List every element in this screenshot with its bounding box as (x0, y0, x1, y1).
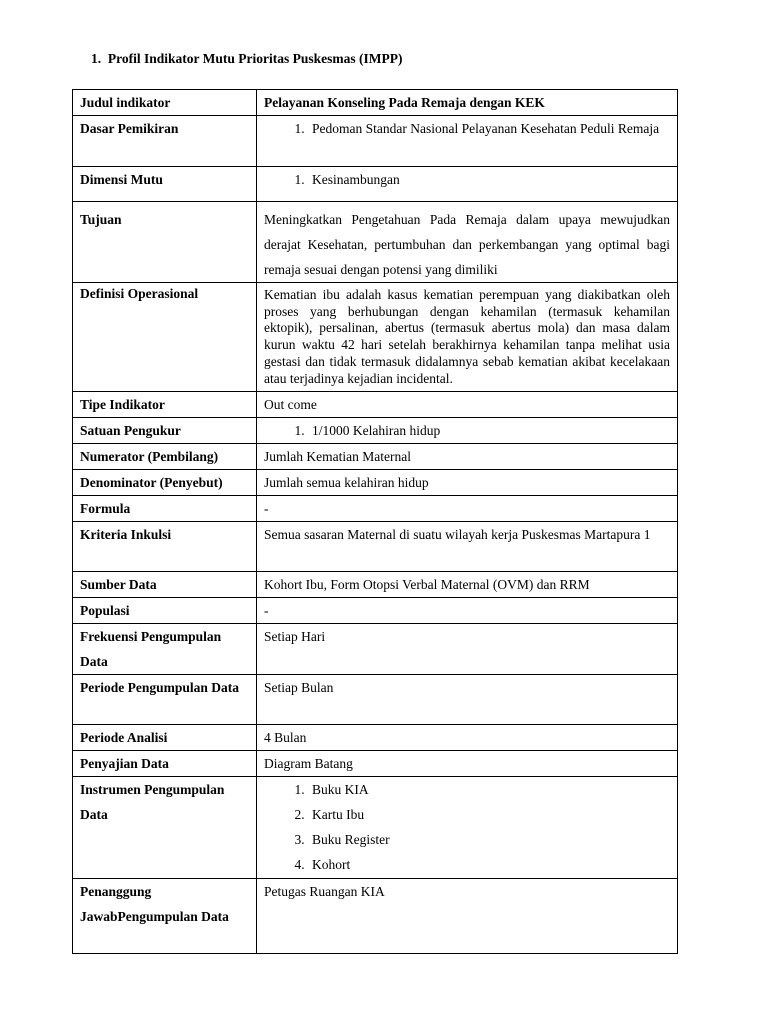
numbered-list (264, 777, 670, 877)
row-value (257, 777, 678, 879)
row-label: Sumber Data (73, 572, 257, 598)
row-label: Formula (73, 496, 257, 522)
row-value: Pelayanan Konseling Pada Remaja dengan KEK (257, 90, 678, 116)
table-row (73, 572, 678, 598)
row-label: Denominator (Penyebut) (73, 470, 257, 496)
row-label: Instrumen Pengumpulan Data (73, 777, 257, 879)
table-row (73, 202, 678, 283)
row-label: Periode Pengumpulan Data (73, 675, 257, 725)
table-row (73, 522, 678, 572)
table-row (73, 725, 678, 751)
list-item: 4. Kohort (308, 852, 670, 877)
row-label: Definisi Operasional (73, 283, 257, 392)
heading-number: 1. (91, 51, 102, 66)
heading-text: Profil Indikator Mutu Prioritas Puskesmas (IMPP) (107, 51, 403, 66)
row-value: 4 Bulan (257, 725, 678, 751)
row-label: Kriteria Inkulsi (73, 522, 257, 572)
document-heading (91, 51, 403, 67)
row-value: Setiap Bulan (257, 675, 678, 725)
row-value: Semua sasaran Maternal di suatu wilayah kerja Puskesmas Martapura 1 (257, 522, 678, 572)
row-label: Satuan Pengukur (73, 418, 257, 444)
table-row (73, 167, 678, 202)
table-row (73, 496, 678, 522)
table-row (73, 90, 678, 116)
row-label: Penyajian Data (73, 751, 257, 777)
table-row (73, 879, 678, 954)
table-row (73, 392, 678, 418)
row-label: Tujuan (73, 202, 257, 283)
table-row (73, 777, 678, 879)
row-value (257, 116, 678, 167)
row-label: Judul indikator (73, 90, 257, 116)
table-row (73, 116, 678, 167)
row-label: Periode Analisi (73, 725, 257, 751)
list-item: 2. Kartu Ibu (308, 802, 670, 827)
row-value: Meningkatkan Pengetahuan Pada Remaja dalam upaya mewujudkan derajat Kesehatan, pertumbuhan dan perkembangan yang optimal bagi remaja sesuai dengan potensi yang dimiliki (257, 202, 678, 283)
numbered-list (264, 116, 670, 141)
row-value: - (257, 496, 678, 522)
row-label: Frekuensi Pengumpulan Data (73, 624, 257, 675)
list-item: 1. Buku KIA (308, 777, 670, 802)
row-label: Dimensi Mutu (73, 167, 257, 202)
row-value: - (257, 598, 678, 624)
row-value: Kohort Ibu, Form Otopsi Verbal Maternal (OVM) dan RRM (257, 572, 678, 598)
table-row (73, 751, 678, 777)
row-value: Jumlah Kematian Maternal (257, 444, 678, 470)
list-item: 3. Buku Register (308, 827, 670, 852)
row-value (257, 167, 678, 202)
table-row (73, 283, 678, 392)
row-label: Dasar Pemikiran (73, 116, 257, 167)
list-item: 1. Kesinambungan (308, 167, 670, 192)
table-row (73, 470, 678, 496)
table-row (73, 418, 678, 444)
table-row (73, 624, 678, 675)
table-row (73, 675, 678, 725)
numbered-list (264, 167, 670, 192)
row-value: Kematian ibu adalah kasus kematian perempuan yang diakibatkan oleh proses yang berhubungan dengan kehamilan (termasuk kehamilan ektopik), persalinan, abertus (termasuk abertus mola) dan masa dalam kurun waktu 42 hari setelah berakhirnya kehamilan tanpa melihat usia gestasi dan tidak termasuk didalamnya sebab kematian akibat kecelakaan atau terjadinya kejadian incidental. (257, 283, 678, 392)
row-label: Populasi (73, 598, 257, 624)
row-label: Tipe Indikator (73, 392, 257, 418)
row-value: Diagram Batang (257, 751, 678, 777)
row-value: Setiap Hari (257, 624, 678, 675)
row-label: Numerator (Pembilang) (73, 444, 257, 470)
indicator-profile-table (72, 89, 678, 954)
row-value: Petugas Ruangan KIA (257, 879, 678, 954)
numbered-list (264, 418, 670, 443)
table-row (73, 598, 678, 624)
list-item: 1. 1/1000 Kelahiran hidup (308, 418, 670, 443)
row-label: Penanggung JawabPengumpulan Data (73, 879, 257, 954)
row-value: Out come (257, 392, 678, 418)
table-row (73, 444, 678, 470)
row-value (257, 418, 678, 444)
row-value: Jumlah semua kelahiran hidup (257, 470, 678, 496)
list-item: 1. Pedoman Standar Nasional Pelayanan Kesehatan Peduli Remaja (308, 116, 670, 141)
